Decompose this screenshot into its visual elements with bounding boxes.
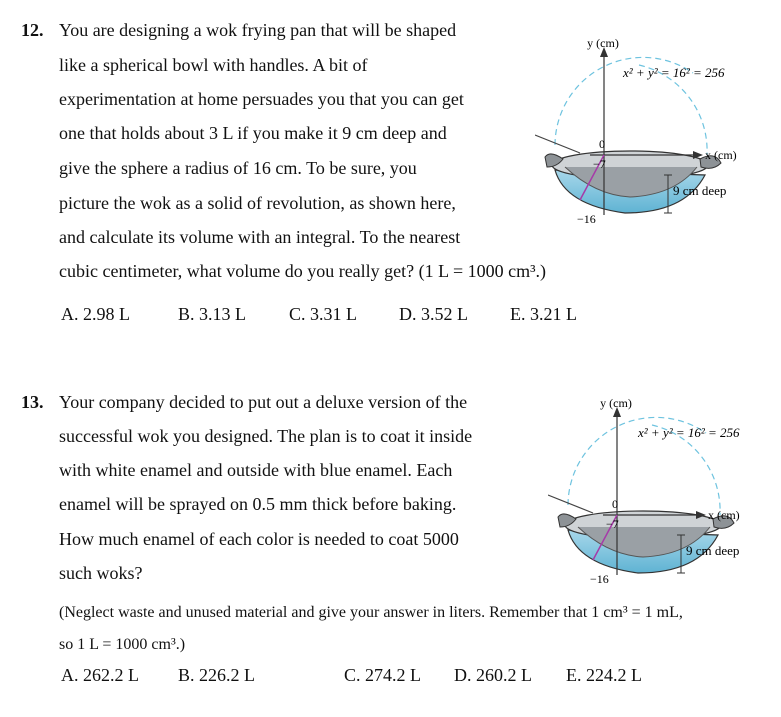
equation-label: x² + y² = 16² = 256	[623, 65, 725, 80]
tick-zero: 0	[599, 137, 605, 151]
question-line: one that holds about 3 L if you make it 9 cm deep and	[59, 123, 447, 143]
handle-bar	[535, 135, 580, 153]
x-axis-label: x (cm)	[708, 508, 740, 522]
tick-minus16: −16	[590, 572, 609, 586]
handle-bar	[548, 495, 593, 513]
tick-minus7: −7	[593, 157, 606, 171]
option-a[interactable]: A. 2.98 L	[61, 304, 130, 324]
y-axis-label: y (cm)	[600, 396, 632, 410]
x-axis-label: x (cm)	[705, 148, 737, 162]
question-12-number: 12.	[21, 20, 44, 40]
question-line: experimentation at home persuades you that you can get	[59, 89, 464, 109]
question-line: enamel will be sprayed on 0.5 mm thick before baking.	[59, 494, 457, 514]
wok-figure	[548, 395, 778, 590]
question-line: How much enamel of each color is needed to coat 5000	[59, 529, 459, 549]
tick-minus16: −16	[577, 212, 596, 226]
option-b[interactable]: B. 226.2 L	[178, 665, 256, 685]
question-line: Your company decided to put out a deluxe version of the	[59, 392, 468, 412]
option-c[interactable]: C. 3.31 L	[289, 304, 358, 324]
question-line: give the sphere a radius of 16 cm. To be sure, you	[59, 158, 417, 178]
option-b[interactable]: B. 3.13 L	[178, 304, 247, 324]
question-line: such woks?	[59, 563, 143, 583]
question-line: like a spherical bowl with handles. A bit of	[59, 55, 368, 75]
question-line: with white enamel and outside with blue enamel. Each	[59, 460, 453, 480]
depth-label: 9 cm deep	[673, 183, 727, 198]
option-a[interactable]: A. 262.2 L	[61, 665, 139, 685]
tick-minus7: −7	[606, 517, 619, 531]
option-d[interactable]: D. 260.2 L	[454, 665, 532, 685]
option-c[interactable]: C. 274.2 L	[344, 665, 422, 685]
question-line: You are designing a wok frying pan that will be shaped	[59, 20, 457, 40]
question-line: and calculate its volume with an integral. To the nearest	[59, 227, 461, 247]
question-13-note: (Neglect waste and unused material and give your answer in liters. Remember that 1 cm³ = 1 mL,	[59, 604, 683, 621]
question-13-number: 13.	[21, 392, 44, 412]
option-e[interactable]: E. 224.2 L	[566, 665, 642, 685]
wok-figure	[535, 35, 775, 230]
equation-label: x² + y² = 16² = 256	[638, 425, 740, 440]
question-line: picture the wok as a solid of revolution, as shown here,	[59, 193, 456, 213]
question-13-note-2: so 1 L = 1000 cm³.)	[59, 636, 186, 653]
y-axis-label: y (cm)	[587, 36, 619, 50]
depth-label: 9 cm deep	[686, 543, 740, 558]
tick-zero: 0	[612, 497, 618, 511]
question-line: successful wok you designed. The plan is to coat it inside	[59, 426, 473, 446]
question-line: cubic centimeter, what volume do you really get? (1 L = 1000 cm³.)	[59, 261, 547, 281]
option-d[interactable]: D. 3.52 L	[399, 304, 468, 324]
option-e[interactable]: E. 3.21 L	[510, 304, 577, 324]
